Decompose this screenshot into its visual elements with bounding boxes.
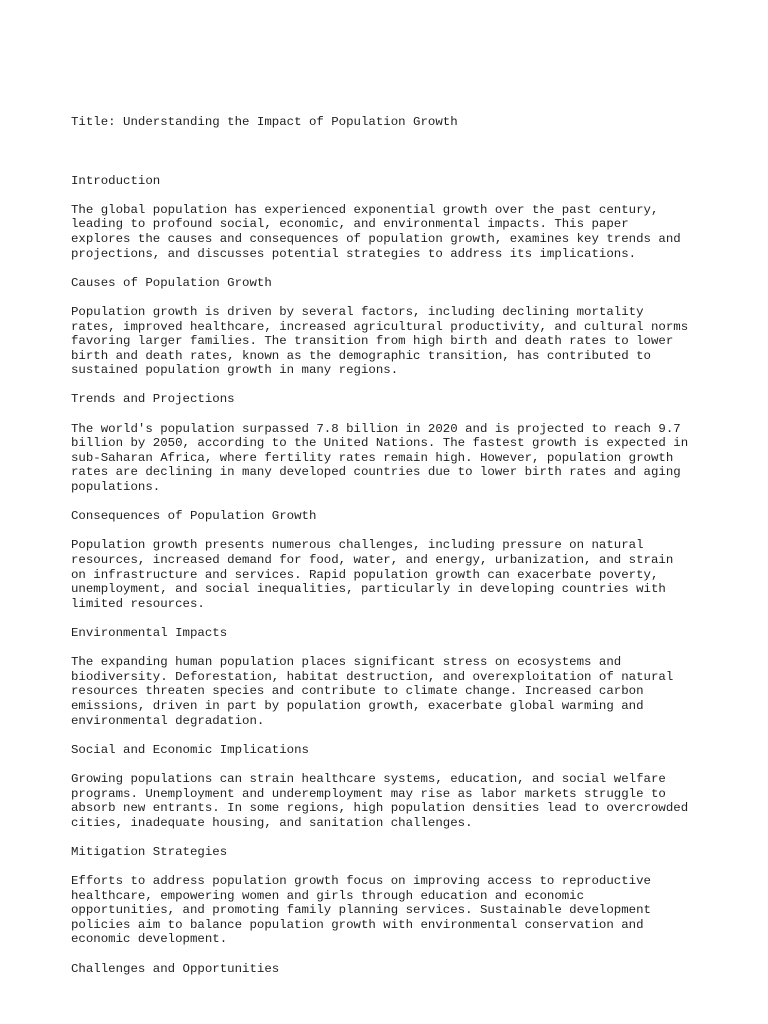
paragraph-line: rates, improved healthcare, increased agricultural productivity, and cultural norms: [71, 319, 689, 334]
paragraph-line: policies aim to balance population growth with environmental conservation and: [71, 917, 644, 932]
section-heading: Social and Economic Implications: [71, 742, 309, 757]
section-paragraph: [71, 422, 711, 495]
section-paragraph: [71, 305, 711, 378]
paragraph-line: absorb new entrants. In some regions, high population densities lead to overcrowded: [71, 801, 689, 816]
paragraph-line: projections, and discusses potential strategies to address its implications.: [71, 246, 637, 261]
paragraph-line: emissions, driven in part by population growth, exacerbate global warming and: [71, 698, 644, 713]
paragraph-line: resources threaten species and contribute to climate change. Increased carbon: [71, 684, 644, 699]
paragraph-line: billion by 2050, according to the United Nations. The fastest growth is expected in: [71, 436, 689, 451]
paragraph-line: unemployment, and social inequalities, particularly in developing countries with: [71, 582, 666, 597]
paragraph-line: birth and death rates, known as the demographic transition, has contributed to: [71, 348, 651, 363]
section-heading: Causes of Population Growth: [71, 275, 272, 290]
section-heading: Environmental Impacts: [71, 625, 228, 640]
section-heading: Introduction: [71, 173, 161, 188]
paragraph-line: Efforts to address population growth focus on improving access to reproductive: [71, 874, 651, 889]
document-page: [71, 86, 711, 1005]
section-heading: Mitigation Strategies: [71, 844, 228, 859]
paragraph-line: favoring larger families. The transition from high birth and death rates to lower: [71, 334, 674, 349]
paragraph-line: Population growth presents numerous challenges, including pressure on natural: [71, 538, 644, 553]
section-heading: Trends and Projections: [71, 392, 235, 407]
section-paragraph: [71, 203, 711, 261]
paragraph-line: on infrastructure and services. Rapid population growth can exacerbate poverty,: [71, 567, 659, 582]
section-paragraph: [71, 655, 711, 728]
section-paragraph: [71, 772, 711, 830]
paragraph-line: healthcare, empowering women and girls through education and economic: [71, 888, 585, 903]
section-paragraph: [71, 874, 711, 947]
paragraph-line: sub-Saharan Africa, where fertility rates remain high. However, population growth: [71, 450, 674, 465]
paragraph-line: The expanding human population places significant stress on ecosystems and: [71, 655, 622, 670]
section-heading: Consequences of Population Growth: [71, 509, 317, 524]
paragraph-line: explores the causes and consequences of population growth, examines key trends and: [71, 231, 681, 246]
paragraph-line: economic development.: [71, 932, 228, 947]
section-paragraph: [71, 538, 711, 611]
paragraph-line: The global population has experienced exponential growth over the past century,: [71, 202, 659, 217]
paragraph-line: rates are declining in many developed countries due to lower birth rates and aging: [71, 465, 681, 480]
paragraph-line: leading to profound social, economic, and environmental impacts. This paper: [71, 217, 629, 232]
paragraph-line: biodiversity. Deforestation, habitat destruction, and overexploitation of natural: [71, 669, 674, 684]
paragraph-line: populations.: [71, 480, 161, 495]
paragraph-line: cities, inadequate housing, and sanitation challenges.: [71, 815, 473, 830]
paragraph-line: limited resources.: [71, 596, 205, 611]
paragraph-line: programs. Unemployment and underemployment may rise as labor markets struggle to: [71, 786, 666, 801]
paragraph-line: Population growth is driven by several factors, including declining mortality: [71, 304, 644, 319]
document-body: [71, 174, 711, 977]
paragraph-line: environmental degradation.: [71, 713, 265, 728]
section-heading: Challenges and Opportunities: [71, 961, 280, 976]
document-title: Title: Understanding the Impact of Population Growth: [71, 115, 458, 130]
paragraph-line: opportunities, and promoting family planning services. Sustainable development: [71, 903, 651, 918]
paragraph-line: sustained population growth in many regions.: [71, 363, 399, 378]
paragraph-line: The world's population surpassed 7.8 billion in 2020 and is projected to reach 9.7: [71, 421, 681, 436]
paragraph-line: Growing populations can strain healthcare systems, education, and social welfare: [71, 771, 666, 786]
paragraph-line: resources, increased demand for food, water, and energy, urbanization, and strain: [71, 553, 674, 567]
